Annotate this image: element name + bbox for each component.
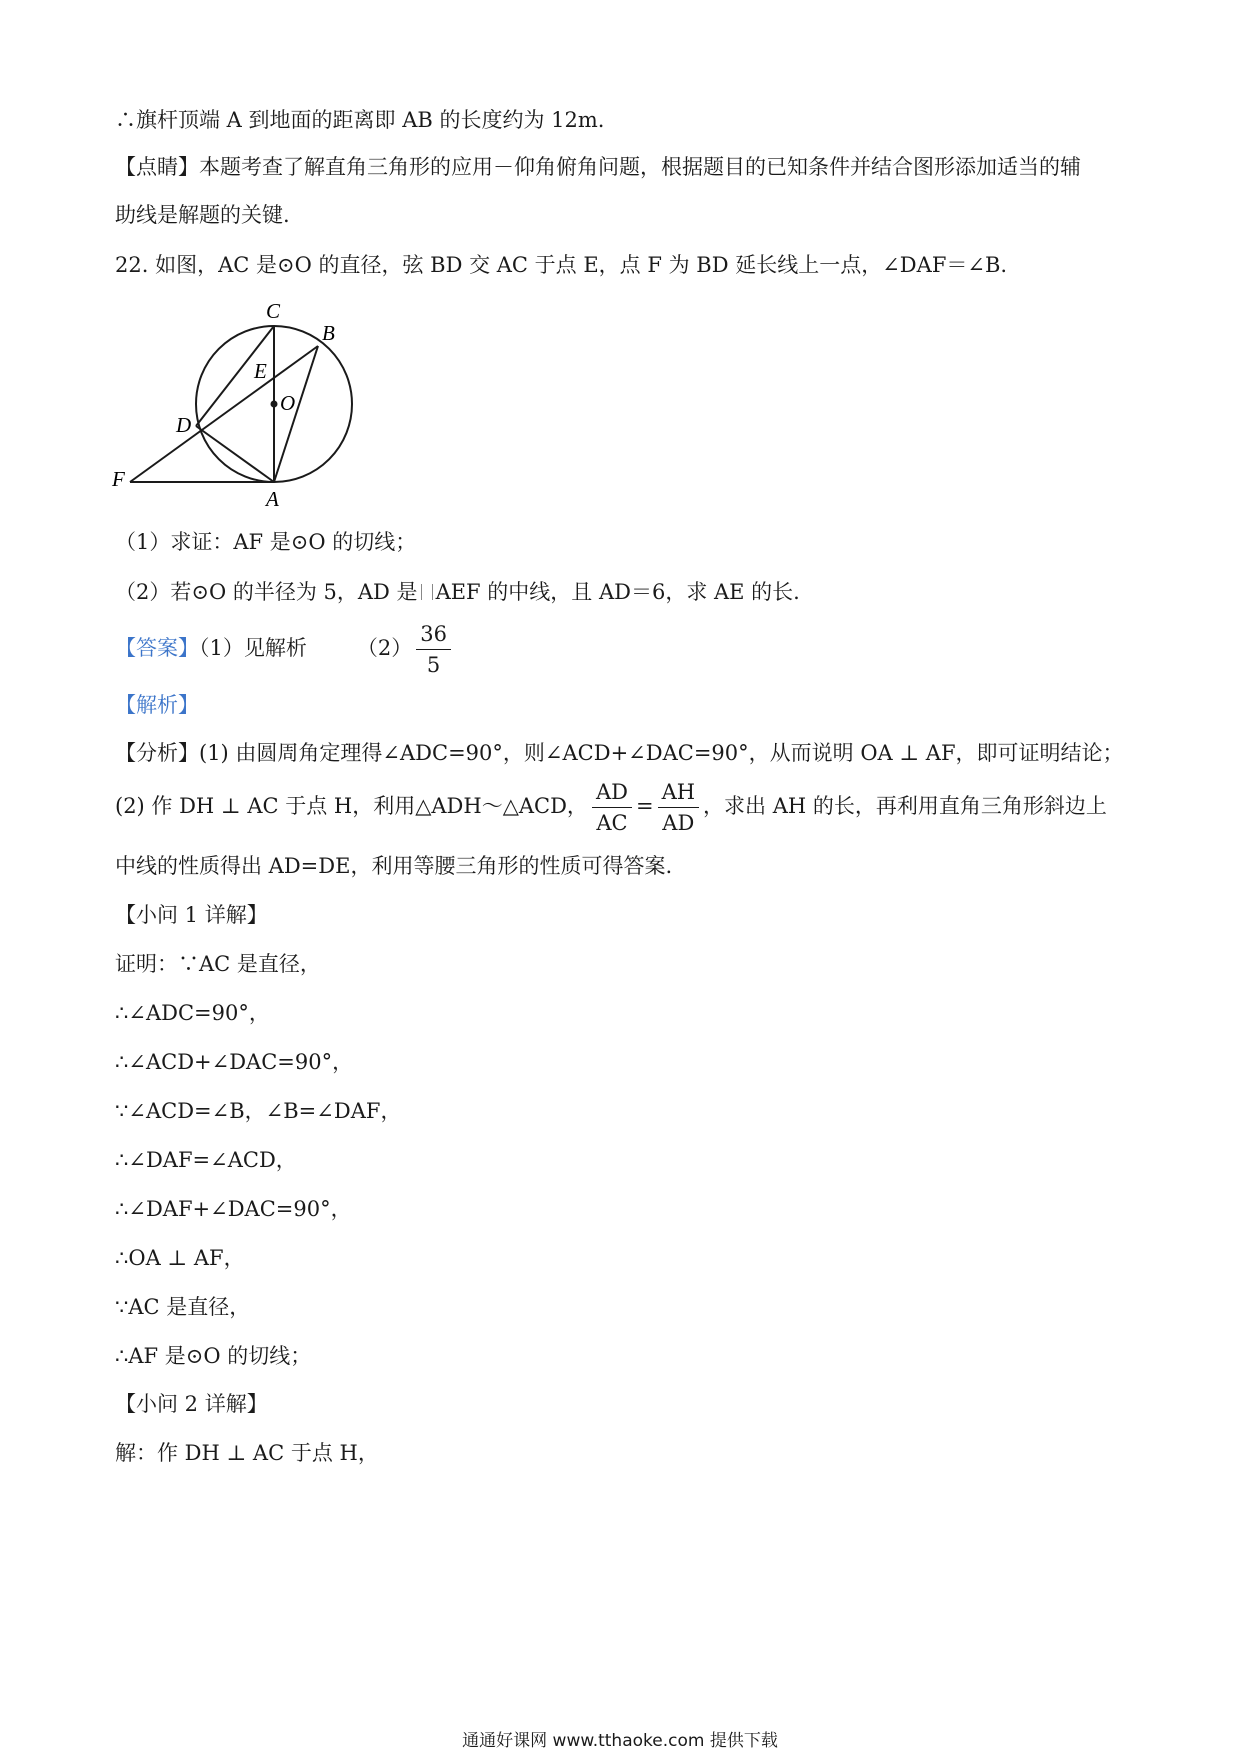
analysis-line-2-b: ，求出 AH 的长，再利用直角三角形斜边上 <box>703 794 1107 818</box>
proof-line: ∴∠DAF=∠ACD， <box>115 1148 297 1172</box>
answer-label: 【答案】 <box>115 636 199 660</box>
proof-line: 证明：∵AC 是直径， <box>115 952 321 976</box>
question-title: 22. 如图，AC 是⊙O 的直径，弦 BD 交 AC 于点 E，点 F 为 BD 延长线上一点，∠DAF＝∠B. <box>115 253 1008 277</box>
fraction-ah-ad <box>658 777 699 838</box>
answer-part-2: （2） <box>356 636 413 660</box>
answer-fraction <box>416 619 451 680</box>
text-line: 【点睛】本题考查了解直角三角形的应用－仰角俯角问题，根据题目的已知条件并结合图形添加适当的辅 <box>115 155 1081 179</box>
subquestion-1-heading: 【小问 1 详解】 <box>115 903 268 927</box>
label-a: A <box>266 487 279 511</box>
proof-line: ∵∠ACD=∠B，∠B=∠DAF， <box>115 1099 402 1123</box>
label-c: C <box>266 299 281 323</box>
question-part-1: （1）求证：AF 是⊙O 的切线； <box>115 530 417 554</box>
equals-sign: = <box>635 794 654 818</box>
label-e: E <box>254 359 267 383</box>
label-b: B <box>322 321 335 345</box>
fraction-ad-ac <box>592 777 632 838</box>
answer-numerator: 36 <box>416 619 451 650</box>
proof-line: ∴∠ACD+∠DAC=90°， <box>115 1050 354 1074</box>
analysis-label: 【解析】 <box>115 693 199 717</box>
subquestion-2-heading: 【小问 2 详解】 <box>115 1392 268 1416</box>
solution-line: 解：作 DH ⊥ AC 于点 H， <box>115 1441 379 1465</box>
answer-line <box>115 618 455 680</box>
fraction-numerator: AH <box>658 777 699 808</box>
analysis-line-2-a: (2) 作 DH ⊥ AC 于点 H，利用△ADH～△ACD， <box>115 794 588 818</box>
triangle-glyph <box>421 584 433 600</box>
page-footer: 通通好课网 www.tthaoke.com 提供下载 <box>462 1731 778 1751</box>
text-line: 助线是解题的关键. <box>115 203 290 227</box>
label-f: F <box>112 467 125 491</box>
analysis-line-1: 【分析】(1) 由圆周角定理得∠ADC=90°，则∠ACD+∠DAC=90°，从而说明 OA ⊥ AF，即可证明结论； <box>115 741 1124 765</box>
proof-line: ∴∠ADC=90°， <box>115 1001 270 1025</box>
answer-denominator: 5 <box>426 653 441 677</box>
text-line: ∴旗杆顶端 A 到地面的距离即 AB 的长度约为 12m. <box>115 108 605 132</box>
label-d: D <box>176 413 192 437</box>
proof-line: ∴AF 是⊙O 的切线； <box>115 1344 312 1368</box>
proof-line: ∴∠DAF+∠DAC=90°， <box>115 1197 352 1221</box>
analysis-line-2 <box>115 775 1107 838</box>
fraction-numerator: AD <box>592 777 632 808</box>
proof-line: ∴OA ⊥ AF， <box>115 1246 245 1270</box>
geometry-figure <box>108 298 368 513</box>
label-o: O <box>280 391 296 415</box>
center-point <box>271 401 278 408</box>
question-part-2 <box>115 577 800 607</box>
fraction-denominator: AC <box>596 811 628 835</box>
proof-line: ∵AC 是直径， <box>115 1295 251 1319</box>
answer-part-1: （1）见解析 <box>199 636 307 660</box>
question-part-2-a: （2）若⊙O 的半径为 5，AD 是 <box>115 580 418 604</box>
segment-da <box>196 426 274 482</box>
fraction-denominator: AD <box>662 811 695 835</box>
question-part-2-b: AEF 的中线，且 AD＝6，求 AE 的长. <box>435 580 800 604</box>
analysis-line-3: 中线的性质得出 AD=DE，利用等腰三角形的性质可得答案. <box>115 854 673 878</box>
